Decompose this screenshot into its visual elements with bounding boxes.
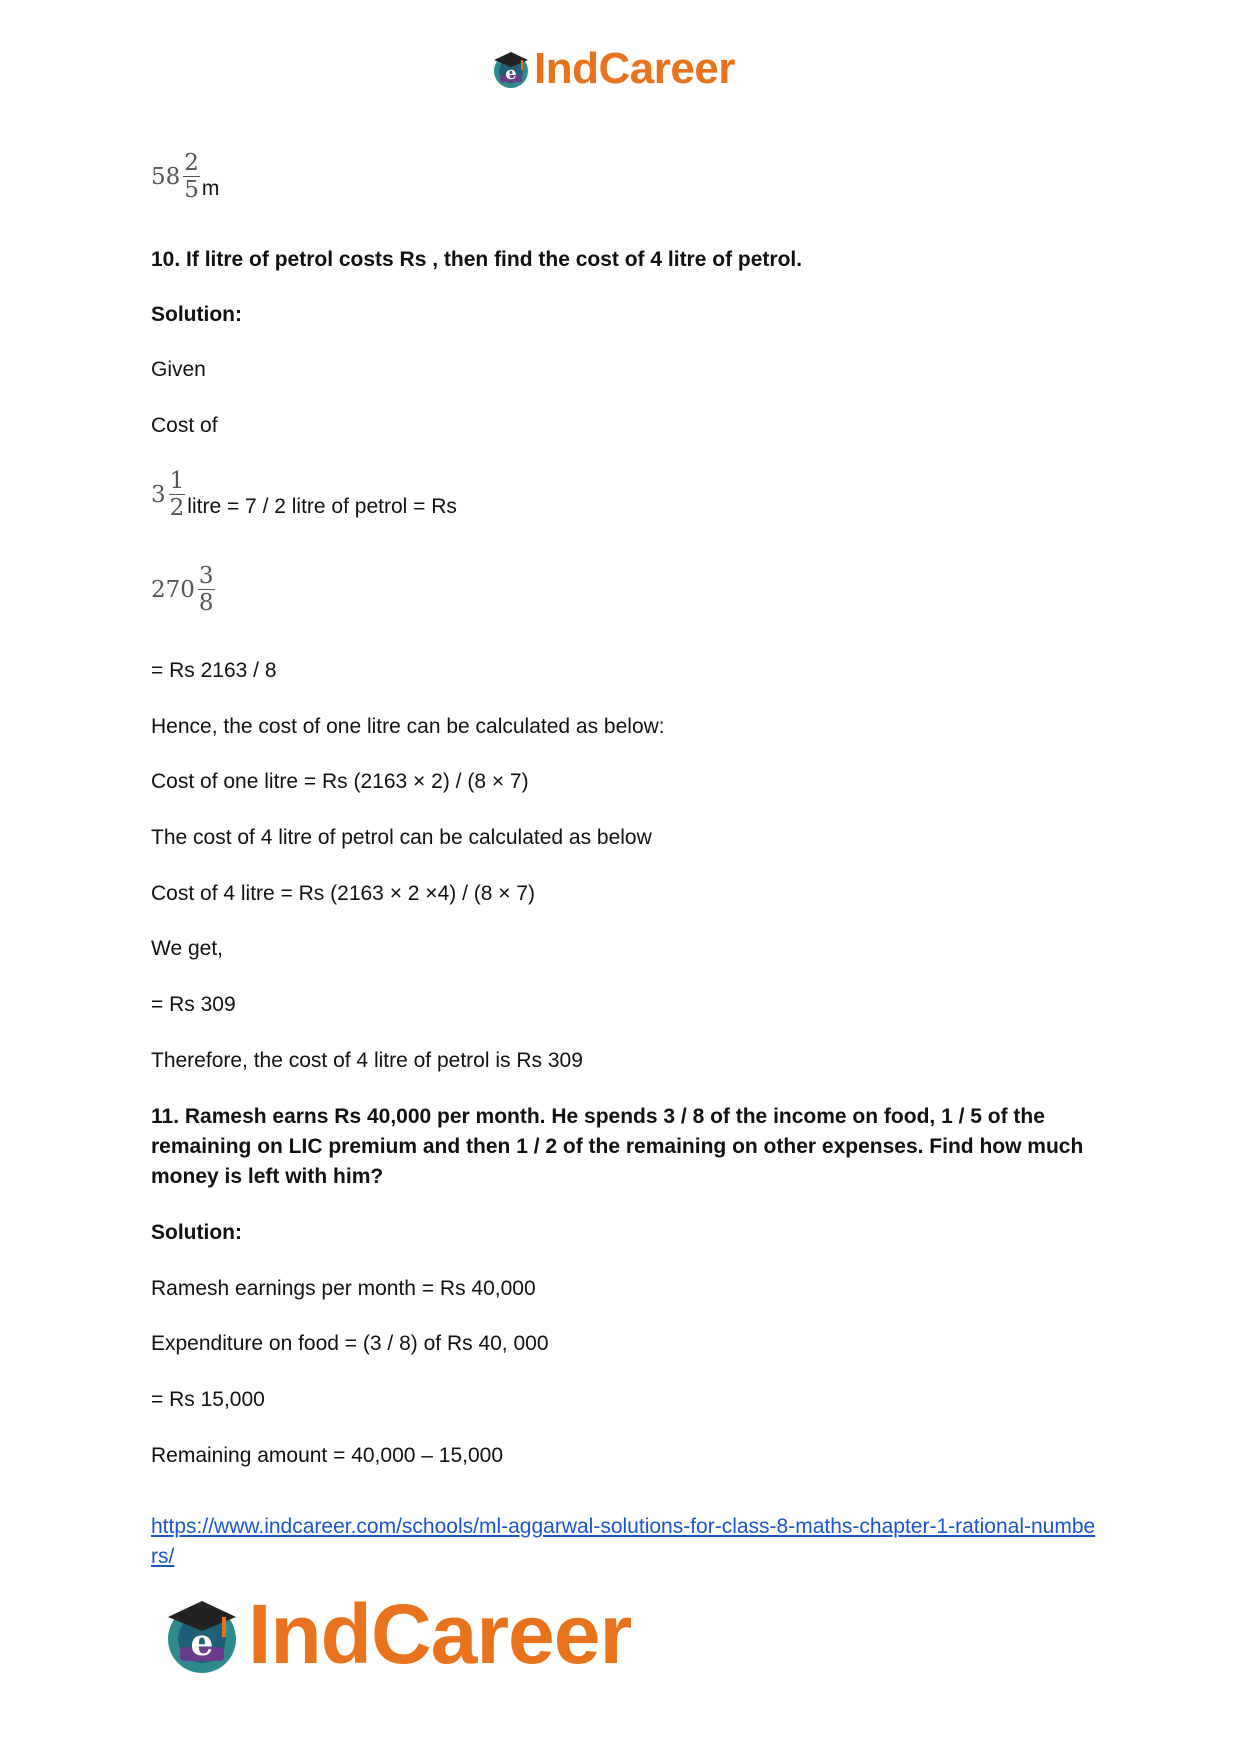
mixed-fraction-litre: [151, 468, 457, 521]
text-line: Cost of one litre = Rs (2163 × 2) / (8 × 7): [151, 770, 529, 793]
text-line: We get,: [151, 937, 223, 960]
text-line: Given: [151, 358, 206, 381]
svg-text:e: e: [505, 63, 517, 84]
text-line: Cost of 4 litre = Rs (2163 × 2 ×4) / (8 × 7): [151, 882, 536, 905]
question-11: 11. Ramesh earns Rs 40,000 per month. He spends 3 / 8 of the income on food, 1 / 5 of the remaining on LIC premium and then 1 / 2 of the remaining on other expenses. Find how much money is left with him?: [151, 1105, 1084, 1188]
unit-label: m: [201, 177, 220, 200]
fraction: [183, 150, 200, 203]
source-link[interactable]: https://www.indcareer.com/schools/ml-aggarwal-solutions-for-class-8-maths-chapter-1-rational-numbers/: [151, 1515, 1096, 1568]
fraction: [198, 563, 215, 616]
text-line: litre = 7 / 2 litre of petrol = Rs: [187, 495, 457, 518]
text-line: Expenditure on food = (3 / 8) of Rs 40, 000: [151, 1332, 549, 1355]
mixed-fraction-270: [151, 563, 217, 616]
denominator: 8: [198, 590, 214, 616]
denominator: 5: [184, 177, 199, 203]
frac-whole: 270: [151, 576, 195, 603]
text-line: Remaining amount = 40,000 – 15,000: [151, 1444, 504, 1467]
text-line: The cost of 4 litre of petrol can be calculated as below: [151, 826, 652, 849]
frac-whole: 58: [151, 163, 181, 190]
numerator: 2: [184, 150, 199, 176]
solution-heading: Solution:: [151, 1221, 242, 1244]
frac-whole: 3: [151, 481, 166, 508]
graduation-cap-icon: [490, 48, 532, 90]
logo-wordmark: IndCareer: [248, 1587, 632, 1681]
text-line: Therefore, the cost of 4 litre of petrol is Rs 309: [151, 1049, 583, 1072]
text-line: = Rs 309: [151, 993, 236, 1016]
footer-logo: [160, 1586, 631, 1683]
text-line: Hence, the cost of one litre can be calculated as below:: [151, 715, 665, 738]
text-line: Cost of: [151, 414, 218, 437]
numerator: 3: [198, 563, 214, 589]
text-line: = Rs 2163 / 8: [151, 659, 277, 682]
header-logo: [490, 44, 735, 94]
text-line: = Rs 15,000: [151, 1388, 265, 1411]
mixed-fraction-58: [151, 150, 219, 203]
logo-wordmark: IndCareer: [534, 44, 735, 93]
question-10: 10. If litre of petrol costs Rs , then find the cost of 4 litre of petrol.: [151, 248, 803, 271]
solution-heading: Solution:: [151, 303, 242, 326]
denominator: 2: [169, 495, 185, 521]
fraction: [169, 468, 186, 521]
graduation-cap-icon: [160, 1593, 244, 1677]
svg-text:e: e: [190, 1621, 214, 1664]
numerator: 1: [169, 468, 185, 494]
text-line: Ramesh earnings per month = Rs 40,000: [151, 1277, 536, 1300]
